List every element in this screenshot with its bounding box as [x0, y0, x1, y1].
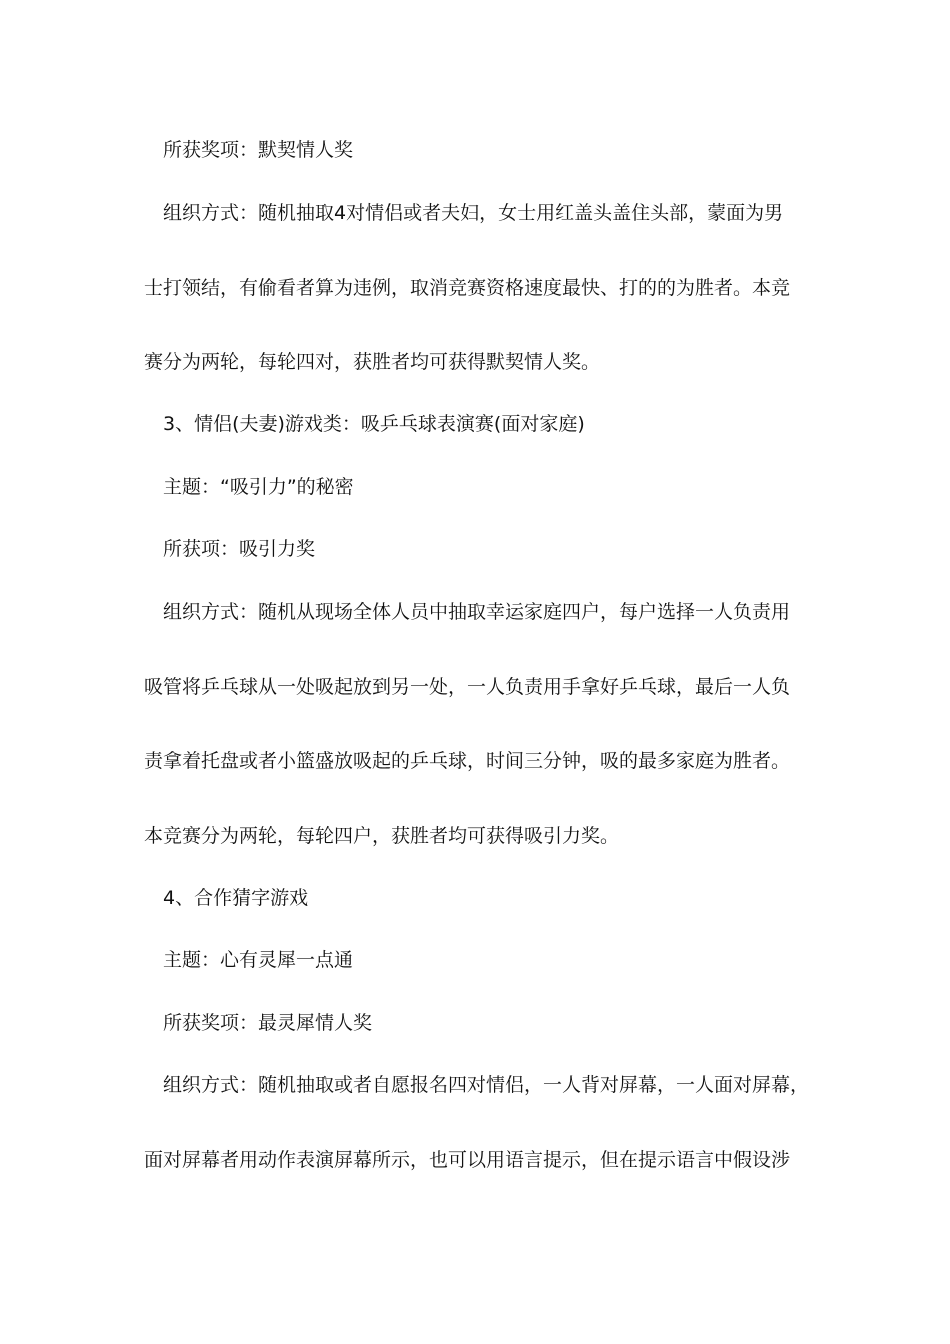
- section-4-heading: 4、合作猜字游戏: [163, 887, 309, 909]
- theme-line-2: 主题：心有灵犀一点通: [163, 949, 354, 971]
- method-line-3: 赛分为两轮，每轮四对，获胜者均可获得默契情人奖。: [144, 351, 601, 373]
- award-line-2: 所获项：吸引力奖: [163, 538, 316, 560]
- theme-line-1: 主题：“吸引力”的秘密: [163, 476, 354, 498]
- method-line-5: 吸管将乒乓球从一处吸起放到另一处，一人负责用手拿好乒乓球，最后一人负: [144, 676, 791, 698]
- method-line-4: 组织方式：随机从现场全体人员中抽取幸运家庭四户，每户选择一人负责用: [163, 601, 791, 623]
- method-line-7: 本竞赛分为两轮，每轮四户，获胜者均可获得吸引力奖。: [144, 825, 620, 847]
- method-line-6: 责拿着托盘或者小篮盛放吸起的乒乓球，时间三分钟，吸的最多家庭为胜者。: [144, 750, 791, 772]
- method-line-9: 面对屏幕者用动作表演屏幕所示，也可以用语言提示，但在提示语言中假设涉: [144, 1149, 791, 1171]
- method-line-1: 组织方式：随机抽取4对情侣或者夫妇，女士用红盖头盖住头部，蒙面为男: [163, 202, 784, 224]
- method-line-2: 士打领结，有偷看者算为违例，取消竞赛资格速度最快、打的的为胜者。本竞: [144, 277, 791, 299]
- award-line-3: 所获奖项：最灵犀情人奖: [163, 1012, 373, 1034]
- method-line-8: 组织方式：随机抽取或者自愿报名四对情侣，一人背对屏幕，一人面对屏幕，: [163, 1074, 810, 1096]
- section-3-heading: 3、情侣(夫妻)游戏类：吸乒乓球表演赛(面对家庭): [163, 413, 585, 435]
- award-line-1: 所获奖项：默契情人奖: [163, 139, 354, 161]
